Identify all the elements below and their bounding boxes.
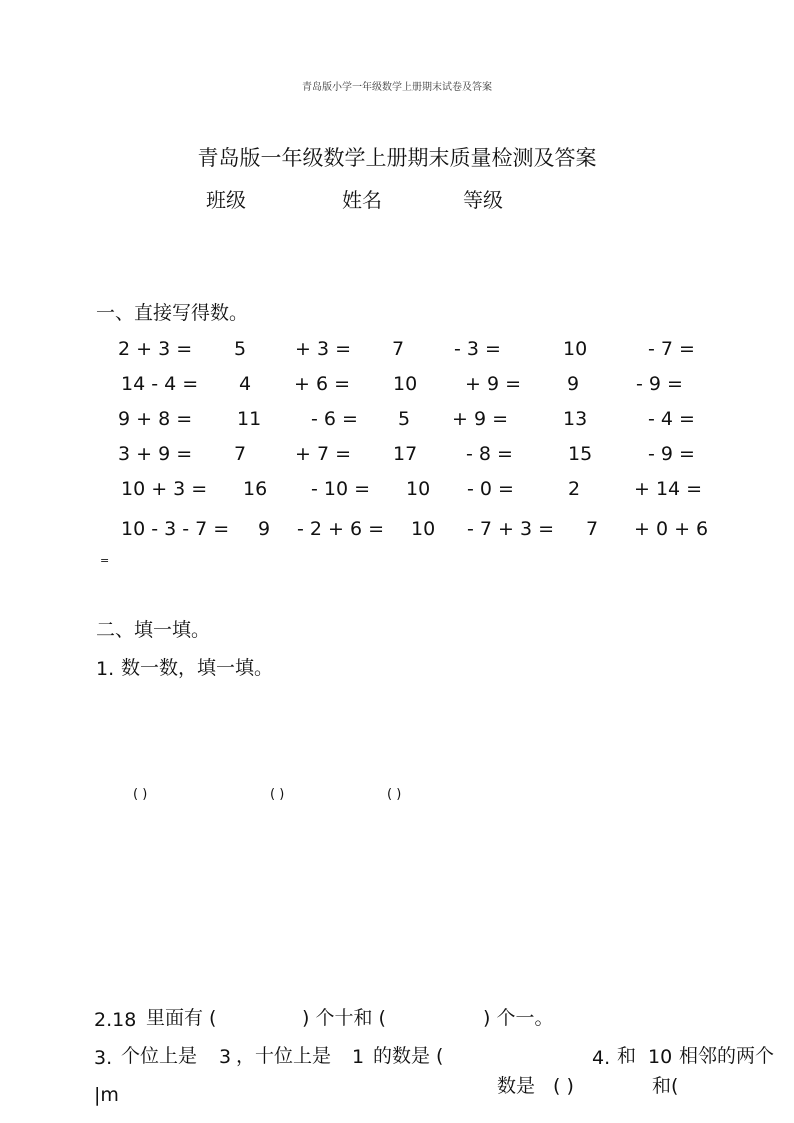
problem: - 10 = — [311, 478, 371, 500]
problem: 14 - 4 = — [121, 373, 199, 395]
grade-field-label: 等级 — [463, 188, 503, 212]
problem: - 4 = — [648, 408, 695, 430]
problem: 2 + 3 = — [118, 338, 193, 360]
problem: 9 + 8 = — [118, 408, 193, 430]
problem: - 0 = — [467, 478, 514, 500]
q3-part1: 个位上是 — [121, 1045, 198, 1067]
problem: - 9 = — [648, 443, 695, 465]
problem: 10 - 3 - 7 = — [121, 518, 230, 540]
name-field-label: 姓名 — [342, 188, 382, 212]
footer-mark: |m — [94, 1084, 119, 1106]
answer-blank[interactable]: ( ) — [133, 787, 148, 802]
problem: + 7 = — [295, 443, 352, 465]
class-field-label: 班级 — [206, 188, 246, 212]
page-header: 青岛版小学一年级数学上册期末试卷及答案 — [302, 82, 492, 93]
q4-part1: 和 — [617, 1045, 637, 1067]
q4-part5: 和( — [652, 1075, 679, 1097]
page-title: 青岛版一年级数学上册期末质量检测及答案 — [197, 146, 597, 170]
q3-digit1: 3 — [219, 1046, 232, 1068]
q2-part3: ) 个一。 — [483, 1007, 554, 1029]
problem: 10 — [393, 373, 418, 395]
answer-blank[interactable]: ( ) — [270, 787, 285, 802]
problem: 4 — [239, 373, 252, 395]
problem: 9 — [258, 518, 271, 540]
q4-part2: 相邻的两个 — [679, 1045, 775, 1067]
q4-number: 4. — [592, 1047, 611, 1069]
problem: 10 — [406, 478, 431, 500]
problem: 7 — [234, 443, 247, 465]
problem: 10 — [563, 338, 588, 360]
problem: + 14 = — [634, 478, 703, 500]
problem: - 6 = — [311, 408, 358, 430]
section1-heading: 一、直接写得数。 — [96, 302, 249, 324]
problem: + 6 = — [294, 373, 351, 395]
q3-part3: 的数是 ( — [373, 1045, 444, 1067]
q1-number: 1. — [96, 658, 115, 680]
q3-digit2: 1 — [352, 1046, 365, 1068]
problem: 13 — [563, 408, 588, 430]
q1-text: 数一数，填一填。 — [121, 657, 274, 679]
arith-row — [0, 478, 794, 508]
problem: 5 — [234, 338, 247, 360]
section2-heading: 二、填一填。 — [96, 619, 211, 641]
q2-part1: 里面有 ( — [146, 1007, 217, 1029]
problem: 10 — [411, 518, 436, 540]
q4-number-10: 10 — [648, 1046, 673, 1068]
q4-part3: 数是 — [497, 1075, 536, 1097]
problem: 16 — [243, 478, 268, 500]
problem: 7 — [392, 338, 405, 360]
problem: + 3 = — [295, 338, 352, 360]
problem: 17 — [393, 443, 418, 465]
arith-row — [0, 338, 794, 368]
answer-blank[interactable]: ( ) — [387, 787, 402, 802]
problem: 3 + 9 = — [118, 443, 193, 465]
problem: + 9 = — [452, 408, 509, 430]
problem: + 0 + 6 — [634, 518, 709, 540]
q4-blank[interactable]: ( ) — [553, 1075, 574, 1097]
problem: 15 — [568, 443, 593, 465]
q3-part2: ，十位上是 — [236, 1045, 332, 1067]
problem: - 7 + 3 = — [467, 518, 555, 540]
trailing-equals: = — [100, 554, 110, 567]
problem: 5 — [398, 408, 411, 430]
q2-number: 2.18 — [94, 1009, 137, 1031]
problem: 2 — [568, 478, 581, 500]
arith-row — [0, 518, 794, 548]
problem: - 2 + 6 = — [297, 518, 385, 540]
problem: - 9 = — [636, 373, 683, 395]
problem: - 3 = — [454, 338, 501, 360]
problem: - 8 = — [466, 443, 513, 465]
problem: 11 — [237, 408, 262, 430]
q2-part2: ) 个十和 ( — [302, 1007, 386, 1029]
q3-number: 3. — [94, 1047, 113, 1069]
arith-row — [0, 373, 794, 403]
arith-row — [0, 408, 794, 438]
problem: 10 + 3 = — [121, 478, 208, 500]
problem: 9 — [567, 373, 580, 395]
arith-row — [0, 443, 794, 473]
problem: - 7 = — [648, 338, 695, 360]
problem: 7 — [586, 518, 599, 540]
problem: + 9 = — [465, 373, 522, 395]
